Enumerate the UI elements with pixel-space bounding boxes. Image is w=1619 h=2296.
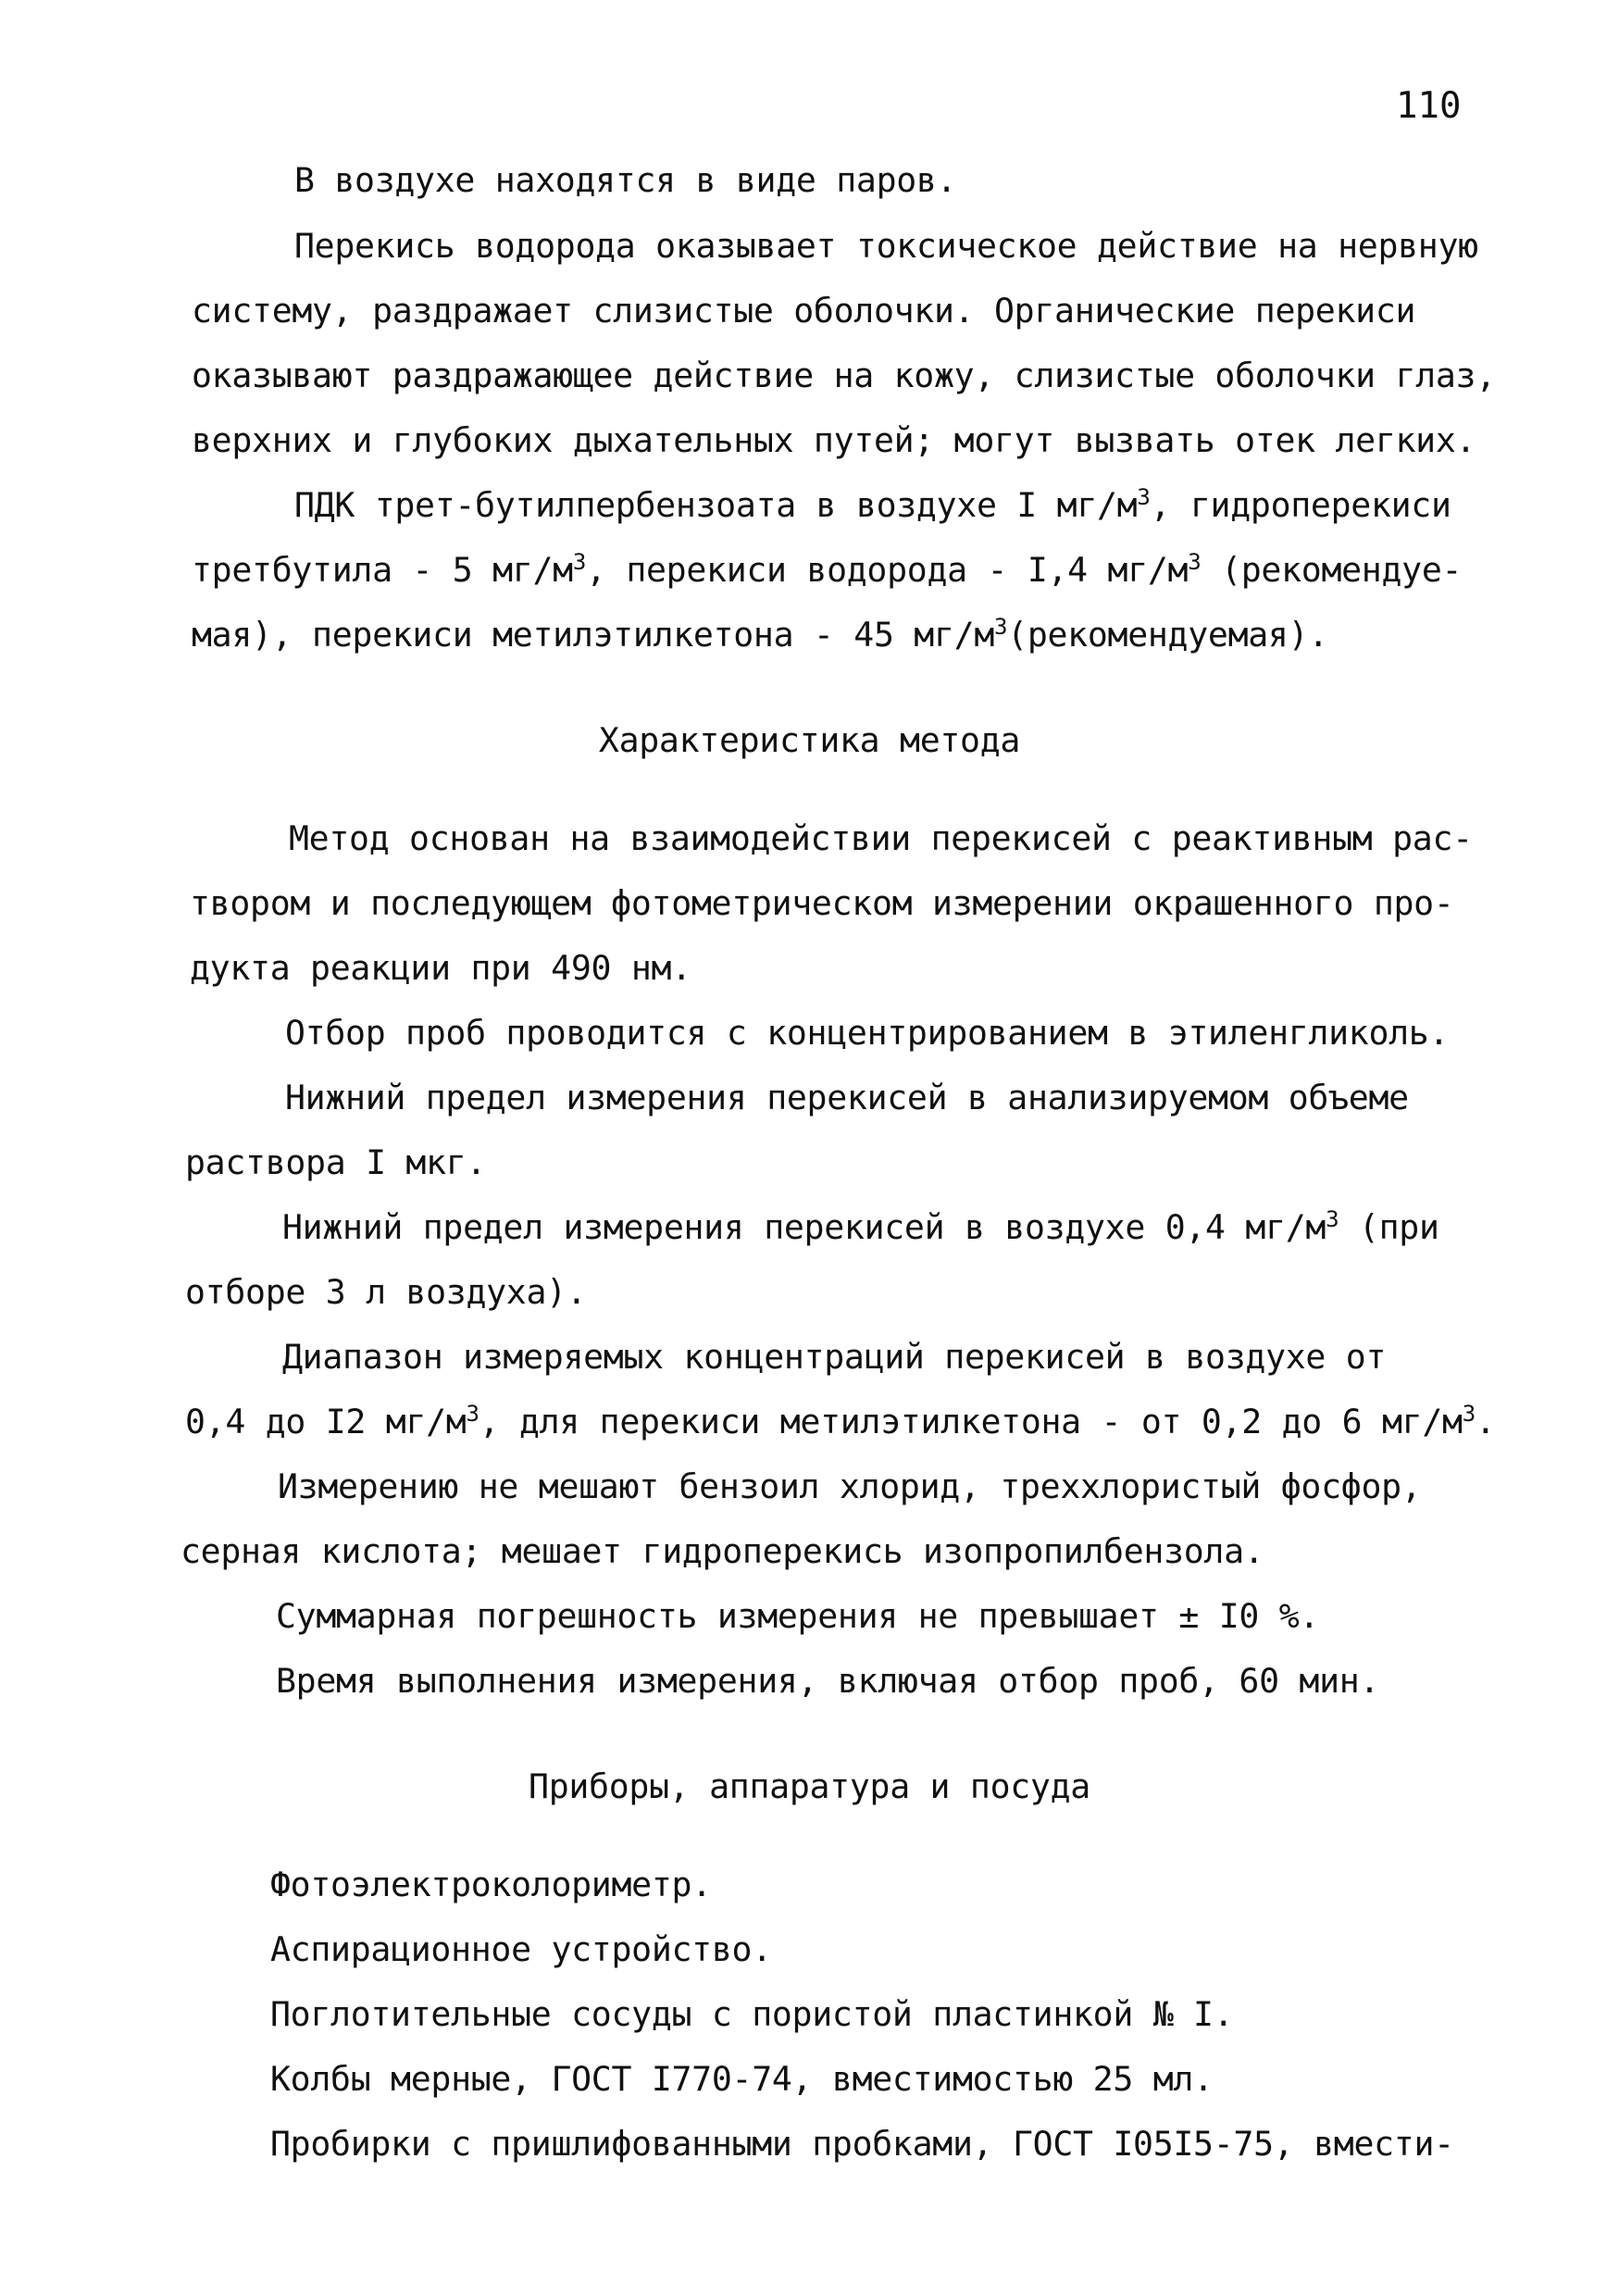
- text-line: дукта реакции при 490 нм.: [190, 948, 691, 988]
- text-line: Нижний предел измерения перекисей в воздухе 0,4 $мг/м^3$ (при: [282, 1205, 1439, 1247]
- text-line: Перекись водорода оказывает токсическое действие на нервную: [294, 226, 1478, 266]
- text-line: Суммарная погрешность измерения не превышает ± I0 %.: [276, 1596, 1320, 1636]
- text-line: верхних и глубоких дыхательных путей; могут вызвать отек легких.: [192, 420, 1476, 460]
- section-heading: Приборы, аппаратура и посуда: [529, 1766, 1090, 1806]
- list-item: Аспирационное устройство.: [270, 1929, 772, 1969]
- text-line: 0,4 до I2 $мг/м^3$, для перекиси метилэтилкетона - от 0,2 до 6 $мг/м^3$.: [185, 1400, 1496, 1441]
- list-item: Поглотительные сосуды с пористой пластинкой № I.: [270, 1994, 1234, 2034]
- list-item: Пробирки с пришлифованными пробками, ГОСТ I05I5-75, вмести-: [270, 2124, 1454, 2164]
- text-line: третбутила - 5 $мг/м^3$, перекиси водорода - I,4 $мг/м^3$ (рекомендуе-: [192, 548, 1463, 590]
- text-line: отборе 3 л воздуха).: [185, 1272, 587, 1312]
- text-line: Метод основан на взаимодействии перекисей с реактивным рас-: [289, 818, 1473, 858]
- text-line: Время выполнения измерения, включая отбор проб, 60 мин.: [276, 1661, 1380, 1701]
- list-item: Фотоэлектроколориметр.: [270, 1865, 712, 1904]
- section-heading: Характеристика метода: [598, 720, 1021, 760]
- text-line: раствора I мкг.: [185, 1142, 487, 1182]
- text-line: Диапазон измеряемых концентраций перекисей в воздухе от: [282, 1337, 1387, 1377]
- text-line: Отбор проб проводится с концентрированием в этиленгликоль.: [285, 1013, 1450, 1053]
- list-item: Колбы мерные, ГОСТ I770-74, вместимостью 25 мл.: [270, 2059, 1214, 2099]
- text-line: ПДК трет-бутилпербензоата в воздухе I $мг/м^3$, гидроперекиси: [294, 483, 1451, 525]
- text-line: систему, раздражает слизистые оболочки. Органические перекиси: [192, 291, 1416, 331]
- text-line: твором и последующем фотометрическом измерении окрашенного про-: [190, 883, 1454, 923]
- text-line: мая), перекиси метилэтилкетона - 45 $мг/м^3(рекомендуемая)$.: [192, 613, 1328, 655]
- text-line: Измерению не мешают бензоил хлорид, треххлористый фосфор,: [278, 1466, 1422, 1506]
- page-number: 110: [1396, 85, 1462, 127]
- text-line: В воздухе находятся в виде паров.: [294, 160, 957, 200]
- text-line: оказывают раздражающее действие на кожу, слизистые оболочки глаз,: [192, 356, 1496, 395]
- text-line: Нижний предел измерения перекисей в анализируемом объеме: [285, 1078, 1409, 1117]
- text-line: серная кислота; мешает гидроперекись изопропилбензола.: [181, 1531, 1264, 1571]
